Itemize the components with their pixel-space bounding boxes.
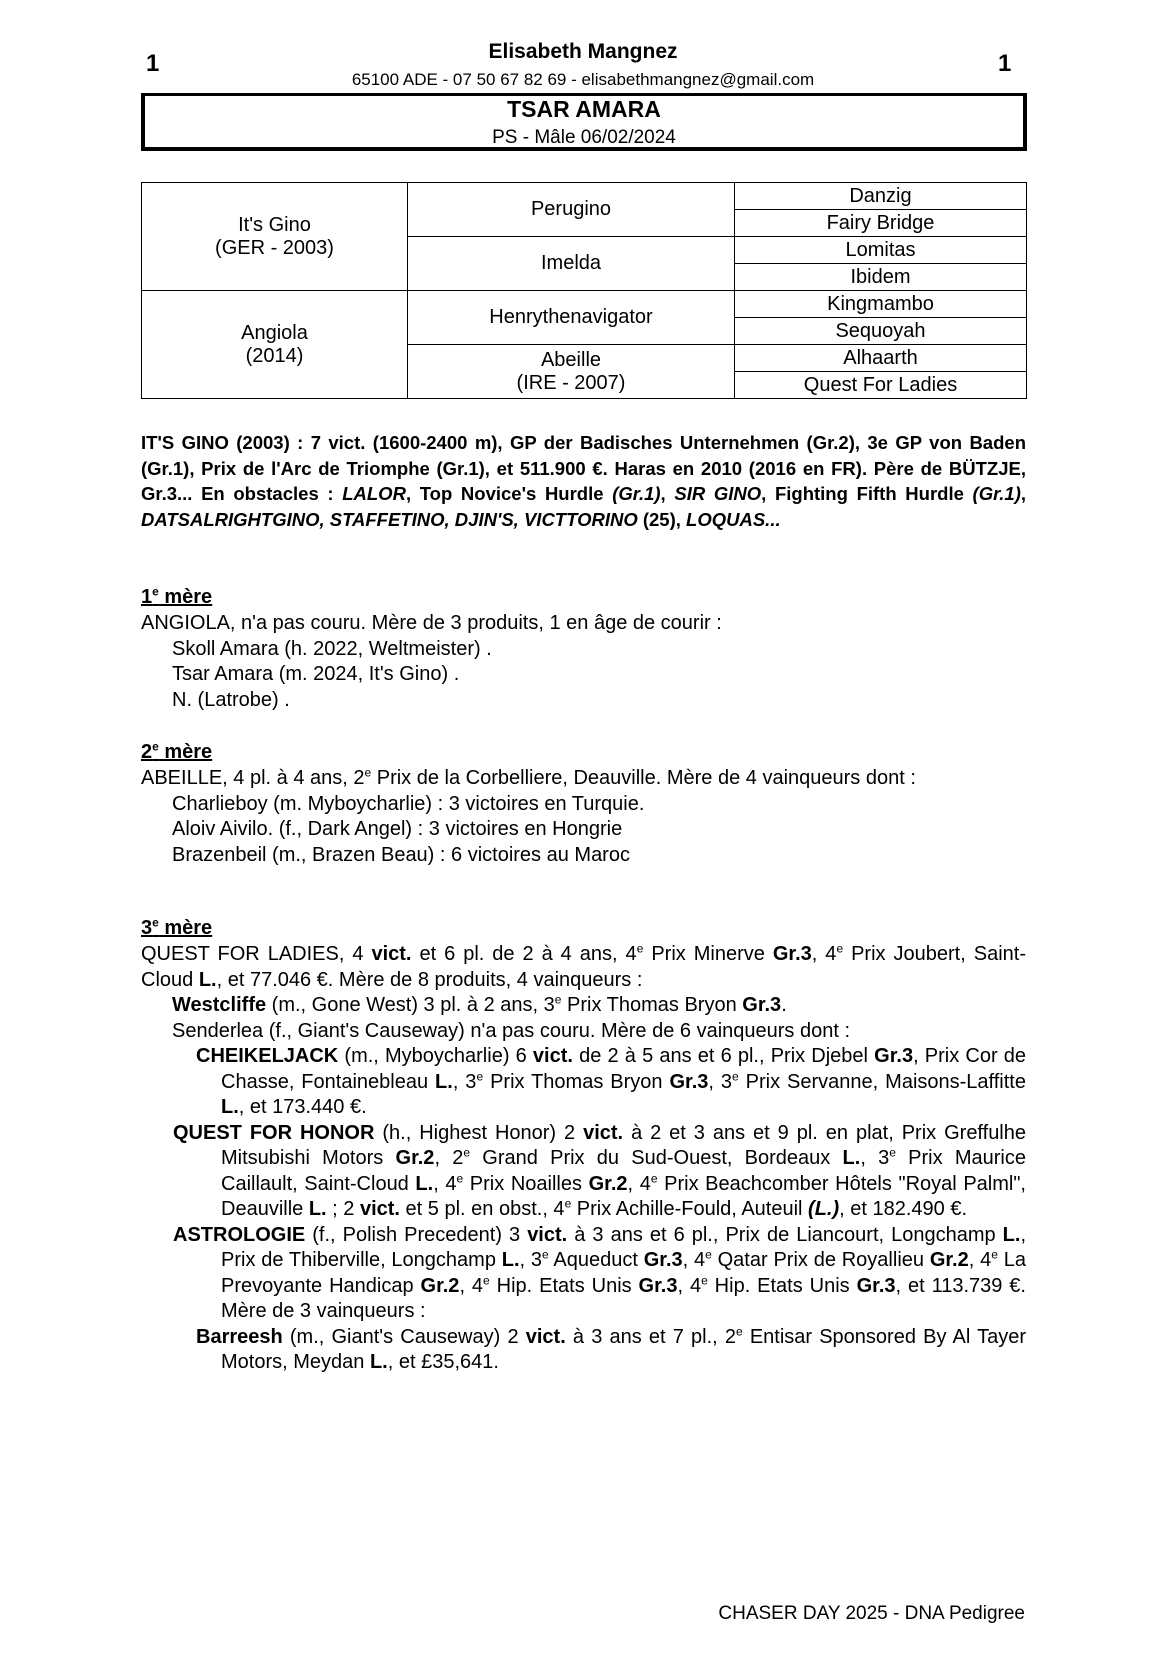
sup: e xyxy=(476,1068,484,1083)
bold: Gr.3 xyxy=(874,1045,914,1067)
text: , et 182.490 €. xyxy=(839,1198,968,1220)
text: , Prix de Thiberville, Longchamp xyxy=(221,1223,1026,1271)
text: Prix Beachcomber Hôtels "Royal Palml", Deauville xyxy=(221,1172,1026,1220)
heading-sup: e xyxy=(152,915,159,930)
bold: Gr.3 xyxy=(856,1274,896,1297)
lot-number-left: 1 xyxy=(146,50,160,77)
text: , 4 xyxy=(677,1274,702,1297)
produit-senderlea: Senderlea (f., Giant's Causeway) n'a pas couru. Mère de 6 vainqueurs dont : xyxy=(172,1019,851,1042)
text: , et 77.046 €. Mère de 8 produits, 4 vainqueurs : xyxy=(216,968,643,991)
bold: L. xyxy=(369,1351,388,1373)
heading-number: 1 xyxy=(141,586,153,608)
bold: vict. xyxy=(371,943,412,965)
horse-title-box xyxy=(141,93,1027,151)
text: ABEILLE, 4 pl. à 4 ans, 2 xyxy=(141,767,365,789)
bold: L. xyxy=(435,1070,453,1093)
produit-cheikeljack xyxy=(141,1044,1026,1121)
text: (h., Highest Honor) 2 xyxy=(374,1121,584,1144)
text: (m., Giant's Causeway) 2 xyxy=(282,1325,526,1348)
text: Hip. Etats Unis xyxy=(707,1274,857,1297)
pedigree-ds-sire: Kingmambo xyxy=(735,291,1027,318)
bold: Gr.2 xyxy=(420,1274,460,1297)
sup: e xyxy=(456,1170,464,1185)
text: , et 113.739 €. Mère de 3 vainqueurs : xyxy=(221,1274,1026,1322)
text: Grand Prix du Sud-Ouest, Bordeaux xyxy=(470,1147,843,1169)
text: , 3 xyxy=(708,1070,733,1093)
sire-note-text: , Top Novice's Hurdle xyxy=(405,483,613,504)
text: Hip. Etats Unis xyxy=(489,1274,639,1297)
horse-name: TSAR AMARA xyxy=(507,96,661,122)
text: , Prix Cor de Chasse, Fontainebleau xyxy=(221,1045,1027,1093)
sup: e xyxy=(483,1272,490,1287)
sup: e xyxy=(889,1145,896,1160)
pedigree-sire-sire: Perugino xyxy=(408,183,735,237)
sire-note-text: , Fighting Fifth Hurdle xyxy=(761,483,973,504)
sire-note xyxy=(141,430,1026,532)
mere-1-intro: ANGIOLA, n'a pas couru. Mère de 3 produits, 1 en âge de courir : xyxy=(141,612,722,634)
sup: e xyxy=(554,992,562,1007)
sup: e xyxy=(636,941,644,956)
sire-note-list: DATSALRIGHTGINO, STAFFETINO, DJIN'S, VICTTORINO xyxy=(141,508,638,530)
pedigree-ss-dam: Fairy Bridge xyxy=(735,210,1027,237)
sire-note-gr1: (Gr.1) xyxy=(972,483,1021,504)
text: Prix Achille-Fould, Auteuil xyxy=(571,1198,809,1220)
bold: L. xyxy=(198,968,217,991)
bold: Gr.2 xyxy=(588,1172,628,1195)
mere-1-block xyxy=(141,611,1026,713)
pedigree-ds-dam: Sequoyah xyxy=(735,318,1027,345)
horse-name: ASTROLOGIE xyxy=(173,1223,306,1246)
sup: e xyxy=(732,1068,739,1083)
sup: e xyxy=(701,1272,708,1287)
heading-sup: e xyxy=(152,584,159,599)
pedigree-dd-dam: Quest For Ladies xyxy=(735,372,1027,399)
text: Prix Joubert, Saint-Cloud xyxy=(141,943,1026,991)
sup: e xyxy=(564,1196,572,1211)
dam-dam-info: (IRE - 2007) xyxy=(516,371,626,394)
sup: e xyxy=(463,1145,471,1160)
text: de 2 à 5 ans et 6 pl., Prix Djebel xyxy=(572,1045,875,1067)
sire-note-text: , xyxy=(1020,483,1027,504)
text: (m., Gone West) 3 pl. à 2 ans, 3 xyxy=(266,994,555,1016)
dam-name: Angiola xyxy=(241,321,308,344)
sup: e xyxy=(542,1247,549,1262)
mere-2-block xyxy=(141,766,1026,868)
mere-1-produit-2: Tsar Amara (m. 2024, It's Gino) . xyxy=(172,663,460,685)
bold: Gr.3 xyxy=(638,1274,678,1297)
bold: L. xyxy=(308,1198,327,1220)
section-heading-mere-1 xyxy=(141,586,212,609)
pedigree-sd-dam: Ibidem xyxy=(735,264,1027,291)
text: Aqueduct xyxy=(548,1249,644,1271)
text: Entisar Sponsored By Al Tayer Motors, Meydan xyxy=(221,1325,1026,1373)
text: à 2 et 3 ans et 9 pl. en plat, Prix Greffulhe Mitsubishi Motors xyxy=(221,1121,1027,1169)
bold: L. xyxy=(415,1172,434,1195)
sire-note-text: , xyxy=(660,483,675,504)
sire-note-lalor: LALOR xyxy=(342,483,406,504)
sup: e xyxy=(735,1323,743,1338)
text: Prix Maurice Caillault, Saint-Cloud xyxy=(221,1147,1026,1195)
horse-name: CHEIKELJACK xyxy=(196,1045,339,1067)
text: et 6 pl. de 2 à 4 ans, 4 xyxy=(411,943,637,965)
mere-3-block xyxy=(141,942,1026,1376)
horse-details: PS - Mâle 06/02/2024 xyxy=(492,127,676,148)
sire-name: It's Gino xyxy=(238,213,311,236)
bold: L. xyxy=(501,1249,520,1271)
sire-note-gr1: (Gr.1) xyxy=(612,483,661,504)
text: à 3 ans et 7 pl., 2 xyxy=(565,1325,736,1348)
pedigree-sd-sire: Lomitas xyxy=(735,237,1027,264)
mere-2-produit-2: Aloiv Aivilo. (f., Dark Angel) : 3 victoires en Hongrie xyxy=(172,818,623,840)
pedigree-sire-dam: Imelda xyxy=(408,237,735,291)
sire-note-text: (25), xyxy=(637,508,687,530)
text: Prix Thomas Bryon xyxy=(483,1070,670,1093)
produit-barreesh xyxy=(141,1325,1026,1376)
vendor-name: Elisabeth Mangnez xyxy=(488,40,678,63)
pedigree-dam xyxy=(142,291,408,399)
produit-westcliffe xyxy=(141,993,1026,1019)
bold: Gr.3 xyxy=(643,1249,683,1271)
sire-info: (GER - 2003) xyxy=(215,236,334,259)
lot-number-right: 1 xyxy=(998,50,1012,77)
bold: Gr.3 xyxy=(742,994,782,1016)
text: Qatar Prix de Royallieu xyxy=(711,1249,930,1271)
sup: e xyxy=(705,1247,712,1262)
pedigree-dam-dam xyxy=(408,345,735,399)
sire-note-loquas: LOQUAS... xyxy=(686,508,781,530)
text: , 3 xyxy=(519,1249,543,1271)
text: La Prevoyante Handicap xyxy=(221,1249,1026,1297)
text: QUEST FOR LADIES, 4 xyxy=(141,943,372,965)
produit-astrologie xyxy=(141,1223,1026,1325)
text: . xyxy=(781,994,787,1016)
text: Prix Minerve xyxy=(643,943,773,965)
mere-2-intro xyxy=(141,766,1026,792)
produit-quest-for-honor xyxy=(141,1121,1026,1223)
text: , 4 xyxy=(459,1274,484,1297)
text: , 4 xyxy=(968,1249,992,1271)
horse-name: Westcliffe xyxy=(172,994,267,1016)
text: Prix Servanne, Maisons-Laffitte xyxy=(738,1070,1026,1093)
heading-word: mère xyxy=(158,741,213,763)
pedigree-table xyxy=(141,182,1027,399)
text: , 4 xyxy=(433,1172,457,1195)
bold: Gr.2 xyxy=(395,1147,435,1169)
horse-name: QUEST FOR HONOR xyxy=(173,1121,375,1144)
text: et 5 pl. en obst., 4 xyxy=(400,1198,565,1220)
mere-1-produit-3: N. (Latrobe) . xyxy=(172,688,290,711)
vendor-contact: 65100 ADE - 07 50 67 82 69 - elisabethmangnez@gmail.com xyxy=(351,70,815,89)
sup: e xyxy=(650,1170,658,1185)
text: à 3 ans et 6 pl., Prix de Liancourt, Longchamp xyxy=(567,1223,1003,1246)
text: (f., Polish Precedent) 3 xyxy=(305,1223,528,1246)
sire-note-text: IT'S GINO (2003) : 7 vict. (1600-2400 m), GP der Badisches Unternehmen (Gr.2), 3e GP von Baden (Gr.1), Prix de l'Arc de Triomphe (Gr.1), et 511.900 €. Haras en 2010 (2016 en FR). Père de BÜTZJE, Gr.3... En obstacles : xyxy=(141,432,1026,504)
text: , 4 xyxy=(811,943,837,965)
heading-word: mère xyxy=(158,917,213,939)
dam-info: (2014) xyxy=(245,344,304,367)
pedigree-sire xyxy=(142,183,408,291)
text: ; 2 xyxy=(326,1198,360,1220)
text: , 4 xyxy=(682,1249,706,1271)
mere-3-intro xyxy=(141,942,1026,993)
mere-2-produit-3: Brazenbeil (m., Brazen Beau) : 6 victoires au Maroc xyxy=(172,843,630,866)
dam-dam-name: Abeille xyxy=(540,348,602,371)
text: , et 173.440 €. xyxy=(238,1096,367,1118)
bold-italic: (L.) xyxy=(808,1198,840,1220)
mere-1-produit-1: Skoll Amara (h. 2022, Weltmeister) . xyxy=(172,637,492,660)
sup: e xyxy=(991,1247,998,1262)
mere-2-produit-1: Charlieboy (m. Myboycharlie) : 3 victoires en Turquie. xyxy=(172,792,645,815)
bold: vict. xyxy=(527,1223,568,1246)
horse-name: Barreesh xyxy=(196,1325,283,1348)
section-heading-mere-3 xyxy=(141,917,212,940)
text: Prix Thomas Bryon xyxy=(561,994,743,1016)
section-heading-mere-2 xyxy=(141,741,212,764)
text: , 3 xyxy=(860,1147,890,1169)
pedigree-dam-sire: Henrythenavigator xyxy=(408,291,735,345)
sup: e xyxy=(836,941,844,956)
bold: vict. xyxy=(525,1325,566,1348)
text: , 3 xyxy=(452,1070,477,1093)
bold: vict. xyxy=(583,1121,624,1144)
bold: vict. xyxy=(532,1045,573,1067)
bold: L. xyxy=(221,1096,239,1118)
bold: L. xyxy=(1002,1223,1021,1246)
heading-sup: e xyxy=(152,739,159,754)
heading-word: mère xyxy=(158,586,213,608)
bold: vict. xyxy=(359,1198,400,1220)
bold: L. xyxy=(842,1147,861,1169)
pedigree-dd-sire: Alhaarth xyxy=(735,345,1027,372)
heading-number: 3 xyxy=(141,917,153,939)
text: , 2 xyxy=(434,1147,464,1169)
text: , 4 xyxy=(627,1172,651,1195)
pedigree-ss-sire: Danzig xyxy=(735,183,1027,210)
text: , et £35,641. xyxy=(387,1351,499,1373)
bold: Gr.3 xyxy=(669,1070,709,1093)
bold: Gr.3 xyxy=(772,943,812,965)
heading-number: 2 xyxy=(141,741,153,763)
sire-note-sir-gino: SIR GINO xyxy=(674,483,762,504)
text: (m., Myboycharlie) 6 xyxy=(338,1045,533,1067)
sup: e xyxy=(364,765,372,780)
page-footer: CHASER DAY 2025 - DNA Pedigree xyxy=(718,1603,1025,1624)
bold: Gr.2 xyxy=(929,1249,969,1271)
text: Prix Noailles xyxy=(463,1172,589,1195)
text: Prix de la Corbelliere, Deauville. Mère de 4 vainqueurs dont : xyxy=(371,767,916,789)
